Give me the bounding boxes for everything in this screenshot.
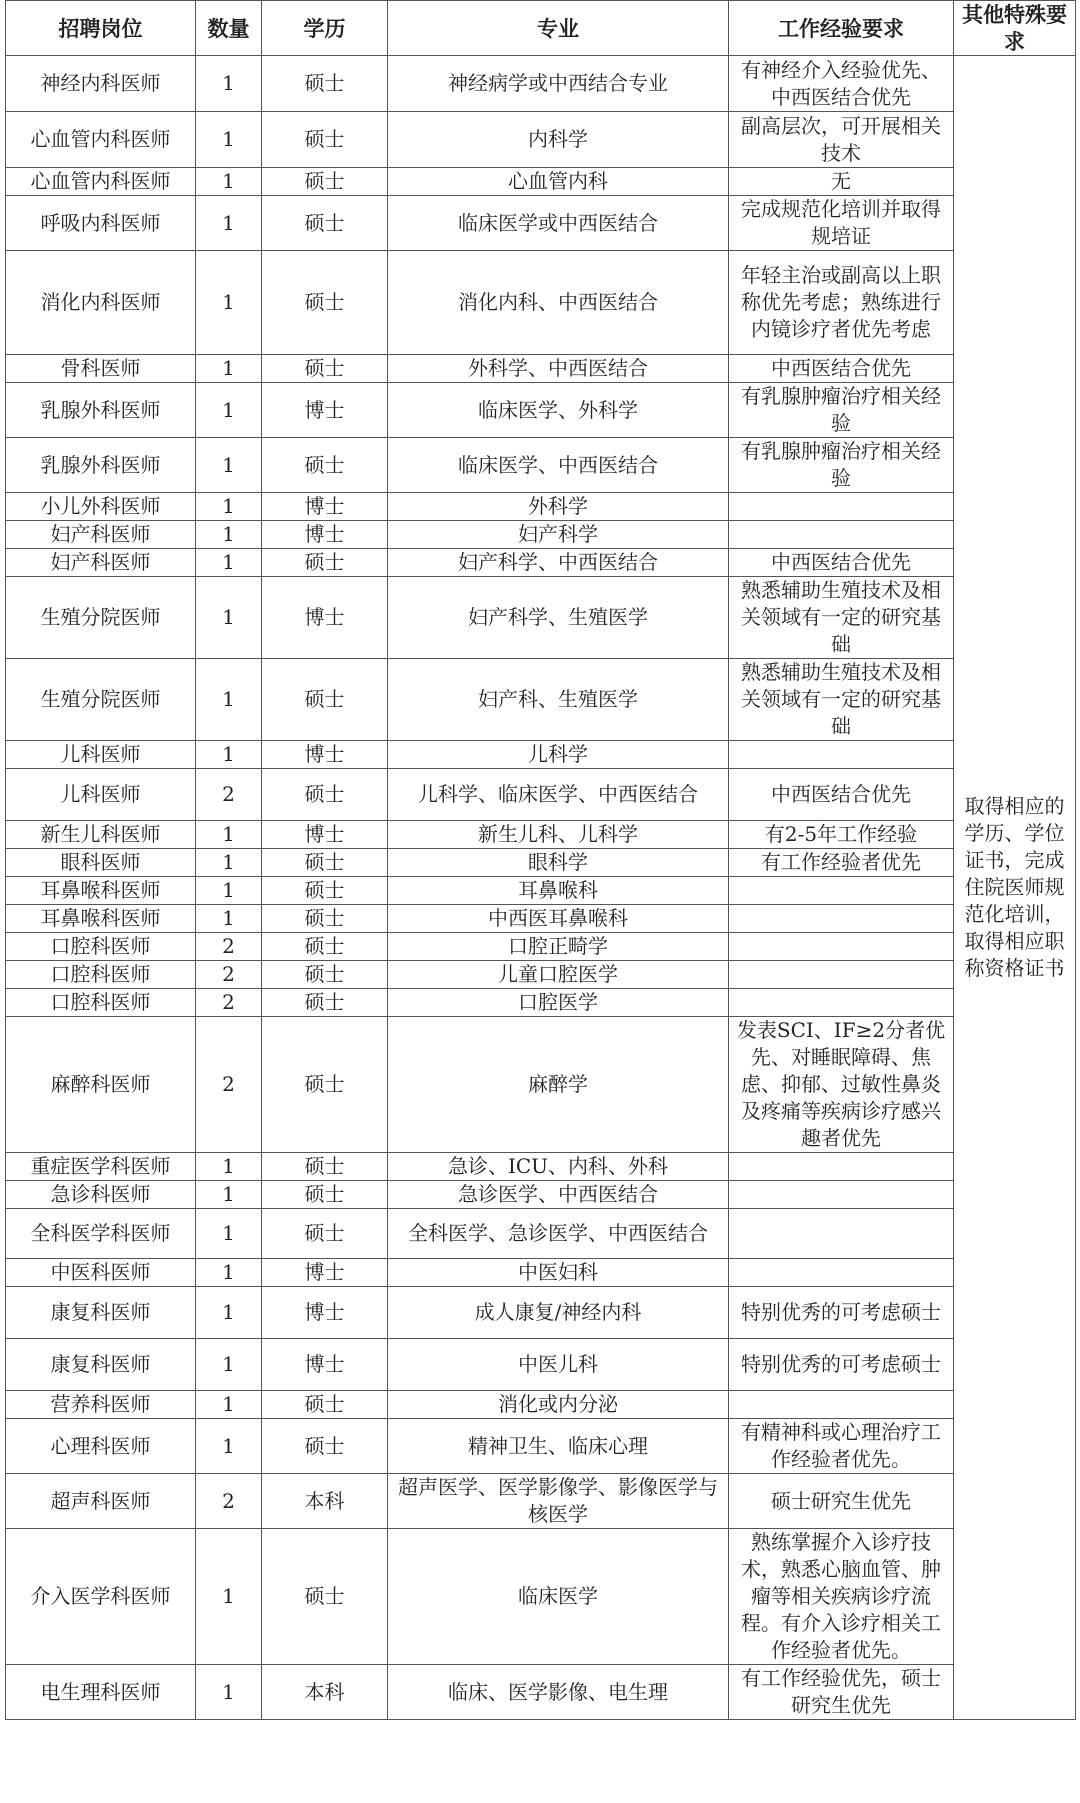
cell-special-requirement: 取得相应的学历、学位证书，完成住院医师规范化培训，取得相应职称资格证书 (954, 56, 1076, 1720)
cell-major: 耳鼻喉科 (388, 877, 729, 905)
table-row (6, 849, 1076, 877)
cell-degree: 硕士 (262, 849, 388, 877)
table-row (6, 383, 1076, 438)
cell-experience: 有乳腺肿瘤治疗相关经验 (729, 383, 954, 438)
cell-post: 儿科医师 (6, 769, 196, 821)
cell-major: 眼科学 (388, 849, 729, 877)
cell-experience (729, 1391, 954, 1419)
header-row (6, 1, 1076, 56)
cell-experience (729, 1259, 954, 1287)
table-row (6, 659, 1076, 741)
cell-degree: 硕士 (262, 1391, 388, 1419)
table-row (6, 251, 1076, 355)
cell-count: 1 (196, 1665, 262, 1720)
table-row (6, 1339, 1076, 1391)
cell-major: 急诊医学、中西医结合 (388, 1181, 729, 1209)
cell-count: 1 (196, 383, 262, 438)
table-header (6, 1, 1076, 56)
cell-experience: 中西医结合优先 (729, 549, 954, 577)
cell-major: 精神卫生、临床心理 (388, 1419, 729, 1474)
cell-degree: 硕士 (262, 933, 388, 961)
cell-post: 介入医学科医师 (6, 1529, 196, 1665)
cell-post: 中医科医师 (6, 1259, 196, 1287)
cell-post: 心血管内科医师 (6, 168, 196, 196)
cell-degree: 硕士 (262, 1419, 388, 1474)
cell-count: 1 (196, 56, 262, 112)
cell-major: 儿科学、临床医学、中西医结合 (388, 769, 729, 821)
cell-post: 呼吸内科医师 (6, 196, 196, 251)
cell-experience: 中西医结合优先 (729, 769, 954, 821)
cell-degree: 硕士 (262, 355, 388, 383)
cell-major: 急诊、ICU、内科、外科 (388, 1153, 729, 1181)
table-row (6, 1474, 1076, 1529)
recruitment-table (5, 0, 1076, 1720)
cell-degree: 博士 (262, 493, 388, 521)
table-row (6, 933, 1076, 961)
cell-post: 生殖分院医师 (6, 659, 196, 741)
cell-degree: 硕士 (262, 769, 388, 821)
cell-experience (729, 877, 954, 905)
cell-major: 新生儿科、儿科学 (388, 821, 729, 849)
header-major: 专业 (388, 1, 729, 56)
cell-post: 麻醉科医师 (6, 1017, 196, 1153)
cell-experience (729, 905, 954, 933)
cell-count: 2 (196, 1017, 262, 1153)
cell-degree: 硕士 (262, 1153, 388, 1181)
cell-count: 1 (196, 1181, 262, 1209)
cell-count: 1 (196, 549, 262, 577)
cell-post: 妇产科医师 (6, 549, 196, 577)
cell-major: 临床、医学影像、电生理 (388, 1665, 729, 1720)
cell-post: 口腔科医师 (6, 961, 196, 989)
cell-post: 乳腺外科医师 (6, 383, 196, 438)
cell-degree: 硕士 (262, 659, 388, 741)
cell-degree: 硕士 (262, 905, 388, 933)
cell-count: 1 (196, 196, 262, 251)
cell-degree: 硕士 (262, 56, 388, 112)
table-row (6, 1209, 1076, 1259)
cell-major: 全科医学、急诊医学、中西医结合 (388, 1209, 729, 1259)
cell-post: 耳鼻喉科医师 (6, 905, 196, 933)
cell-major: 儿科学 (388, 741, 729, 769)
table-row (6, 1665, 1076, 1720)
cell-experience (729, 961, 954, 989)
cell-post: 电生理科医师 (6, 1665, 196, 1720)
table-row (6, 493, 1076, 521)
cell-post: 心血管内科医师 (6, 112, 196, 168)
table-row (6, 1419, 1076, 1474)
cell-major: 外科学、中西医结合 (388, 355, 729, 383)
table-row (6, 741, 1076, 769)
cell-count: 1 (196, 251, 262, 355)
cell-degree: 硕士 (262, 1181, 388, 1209)
cell-count: 1 (196, 1391, 262, 1419)
cell-major: 妇产科学、中西医结合 (388, 549, 729, 577)
cell-experience: 熟练掌握介入诊疗技术，熟悉心脑血管、肿瘤等相关疾病诊疗流程。有介入诊疗相关工作经验者优先。 (729, 1529, 954, 1665)
cell-experience: 特别优秀的可考虑硕士 (729, 1287, 954, 1339)
cell-degree: 博士 (262, 1287, 388, 1339)
cell-experience: 特别优秀的可考虑硕士 (729, 1339, 954, 1391)
cell-major: 妇产科学、生殖医学 (388, 577, 729, 659)
cell-major: 临床医学、中西医结合 (388, 438, 729, 493)
table-row (6, 1391, 1076, 1419)
cell-major: 妇产科、生殖医学 (388, 659, 729, 741)
cell-post: 口腔科医师 (6, 989, 196, 1017)
cell-major: 超声医学、医学影像学、影像医学与核医学 (388, 1474, 729, 1529)
cell-experience: 年轻主治或副高以上职称优先考虑；熟练进行内镜诊疗者优先考虑 (729, 251, 954, 355)
cell-count: 2 (196, 989, 262, 1017)
cell-experience: 硕士研究生优先 (729, 1474, 954, 1529)
cell-degree: 硕士 (262, 549, 388, 577)
cell-count: 1 (196, 1339, 262, 1391)
cell-major: 口腔正畸学 (388, 933, 729, 961)
cell-count: 1 (196, 1259, 262, 1287)
cell-experience: 有精神科或心理治疗工作经验者优先。 (729, 1419, 954, 1474)
cell-post: 骨科医师 (6, 355, 196, 383)
cell-degree: 博士 (262, 1339, 388, 1391)
cell-experience: 有乳腺肿瘤治疗相关经验 (729, 438, 954, 493)
cell-degree: 硕士 (262, 877, 388, 905)
table-row (6, 112, 1076, 168)
cell-count: 1 (196, 521, 262, 549)
header-degree: 学历 (262, 1, 388, 56)
cell-major: 口腔医学 (388, 989, 729, 1017)
cell-count: 1 (196, 1419, 262, 1474)
cell-degree: 博士 (262, 383, 388, 438)
table-body (6, 56, 1076, 1720)
cell-count: 2 (196, 769, 262, 821)
cell-major: 神经病学或中西结合专业 (388, 56, 729, 112)
cell-degree: 硕士 (262, 112, 388, 168)
cell-post: 消化内科医师 (6, 251, 196, 355)
cell-count: 1 (196, 741, 262, 769)
table-row (6, 521, 1076, 549)
cell-count: 1 (196, 577, 262, 659)
cell-post: 乳腺外科医师 (6, 438, 196, 493)
cell-count: 1 (196, 905, 262, 933)
cell-experience (729, 1209, 954, 1259)
cell-experience (729, 1153, 954, 1181)
cell-experience (729, 741, 954, 769)
cell-count: 1 (196, 438, 262, 493)
table-row (6, 989, 1076, 1017)
cell-major: 麻醉学 (388, 1017, 729, 1153)
cell-post: 心理科医师 (6, 1419, 196, 1474)
table-row (6, 961, 1076, 989)
cell-degree: 硕士 (262, 168, 388, 196)
table-row (6, 769, 1076, 821)
cell-count: 1 (196, 1529, 262, 1665)
cell-experience: 副高层次，可开展相关技术 (729, 112, 954, 168)
cell-experience: 有工作经验者优先 (729, 849, 954, 877)
table-row (6, 1153, 1076, 1181)
cell-major: 外科学 (388, 493, 729, 521)
cell-post: 新生儿科医师 (6, 821, 196, 849)
cell-major: 儿童口腔医学 (388, 961, 729, 989)
table-row (6, 1529, 1076, 1665)
cell-major: 中医儿科 (388, 1339, 729, 1391)
table-row (6, 355, 1076, 383)
table-row (6, 56, 1076, 112)
cell-experience: 有工作经验优先，硕士研究生优先 (729, 1665, 954, 1720)
cell-degree: 硕士 (262, 1529, 388, 1665)
cell-count: 2 (196, 933, 262, 961)
cell-degree: 硕士 (262, 961, 388, 989)
cell-post: 超声科医师 (6, 1474, 196, 1529)
cell-count: 2 (196, 1474, 262, 1529)
cell-experience (729, 521, 954, 549)
cell-post: 眼科医师 (6, 849, 196, 877)
cell-major: 临床医学 (388, 1529, 729, 1665)
table-row (6, 1017, 1076, 1153)
cell-post: 小儿外科医师 (6, 493, 196, 521)
cell-count: 1 (196, 1287, 262, 1339)
header-post: 招聘岗位 (6, 1, 196, 56)
cell-post: 妇产科医师 (6, 521, 196, 549)
cell-count: 1 (196, 1153, 262, 1181)
table-row (6, 1181, 1076, 1209)
header-count: 数量 (196, 1, 262, 56)
cell-count: 1 (196, 112, 262, 168)
cell-count: 1 (196, 877, 262, 905)
cell-degree: 博士 (262, 821, 388, 849)
cell-major: 消化内科、中西医结合 (388, 251, 729, 355)
cell-post: 康复科医师 (6, 1287, 196, 1339)
cell-experience (729, 493, 954, 521)
header-special: 其他特殊要求 (954, 1, 1076, 56)
cell-count: 1 (196, 821, 262, 849)
cell-post: 营养科医师 (6, 1391, 196, 1419)
cell-experience: 有2-5年工作经验 (729, 821, 954, 849)
cell-post: 耳鼻喉科医师 (6, 877, 196, 905)
cell-degree: 博士 (262, 741, 388, 769)
table-row (6, 168, 1076, 196)
cell-major: 消化或内分泌 (388, 1391, 729, 1419)
cell-post: 神经内科医师 (6, 56, 196, 112)
cell-experience (729, 1181, 954, 1209)
cell-post: 康复科医师 (6, 1339, 196, 1391)
cell-degree: 硕士 (262, 196, 388, 251)
cell-degree: 本科 (262, 1474, 388, 1529)
cell-experience: 中西医结合优先 (729, 355, 954, 383)
table-row (6, 1287, 1076, 1339)
cell-degree: 硕士 (262, 1209, 388, 1259)
cell-degree: 博士 (262, 577, 388, 659)
cell-experience: 无 (729, 168, 954, 196)
table-row (6, 905, 1076, 933)
cell-count: 1 (196, 1209, 262, 1259)
cell-degree: 硕士 (262, 1017, 388, 1153)
cell-degree: 博士 (262, 1259, 388, 1287)
cell-post: 急诊科医师 (6, 1181, 196, 1209)
cell-experience: 完成规范化培训并取得规培证 (729, 196, 954, 251)
cell-count: 1 (196, 355, 262, 383)
cell-post: 全科医学科医师 (6, 1209, 196, 1259)
cell-degree: 博士 (262, 521, 388, 549)
cell-major: 中医妇科 (388, 1259, 729, 1287)
cell-major: 妇产科学 (388, 521, 729, 549)
table-row (6, 821, 1076, 849)
cell-degree: 硕士 (262, 251, 388, 355)
header-experience: 工作经验要求 (729, 1, 954, 56)
table-row (6, 549, 1076, 577)
cell-degree: 硕士 (262, 989, 388, 1017)
cell-experience: 熟悉辅助生殖技术及相关领域有一定的研究基础 (729, 659, 954, 741)
cell-major: 心血管内科 (388, 168, 729, 196)
cell-major: 成人康复/神经内科 (388, 1287, 729, 1339)
cell-degree: 本科 (262, 1665, 388, 1720)
cell-degree: 硕士 (262, 438, 388, 493)
cell-major: 临床医学或中西医结合 (388, 196, 729, 251)
cell-major: 内科学 (388, 112, 729, 168)
cell-count: 1 (196, 168, 262, 196)
cell-major: 临床医学、外科学 (388, 383, 729, 438)
table-row (6, 577, 1076, 659)
table-row (6, 877, 1076, 905)
cell-post: 儿科医师 (6, 741, 196, 769)
table-row (6, 196, 1076, 251)
cell-experience: 熟悉辅助生殖技术及相关领域有一定的研究基础 (729, 577, 954, 659)
cell-count: 1 (196, 659, 262, 741)
cell-count: 1 (196, 493, 262, 521)
table-row (6, 438, 1076, 493)
cell-post: 口腔科医师 (6, 933, 196, 961)
cell-experience (729, 933, 954, 961)
cell-experience (729, 989, 954, 1017)
cell-experience: 有神经介入经验优先、中西医结合优先 (729, 56, 954, 112)
cell-post: 生殖分院医师 (6, 577, 196, 659)
cell-count: 2 (196, 961, 262, 989)
cell-experience: 发表SCI、IF≥2分者优先、对睡眠障碍、焦虑、抑郁、过敏性鼻炎及疼痛等疾病诊疗感兴趣者优先 (729, 1017, 954, 1153)
cell-post: 重症医学科医师 (6, 1153, 196, 1181)
cell-major: 中西医耳鼻喉科 (388, 905, 729, 933)
cell-count: 1 (196, 849, 262, 877)
table-row (6, 1259, 1076, 1287)
